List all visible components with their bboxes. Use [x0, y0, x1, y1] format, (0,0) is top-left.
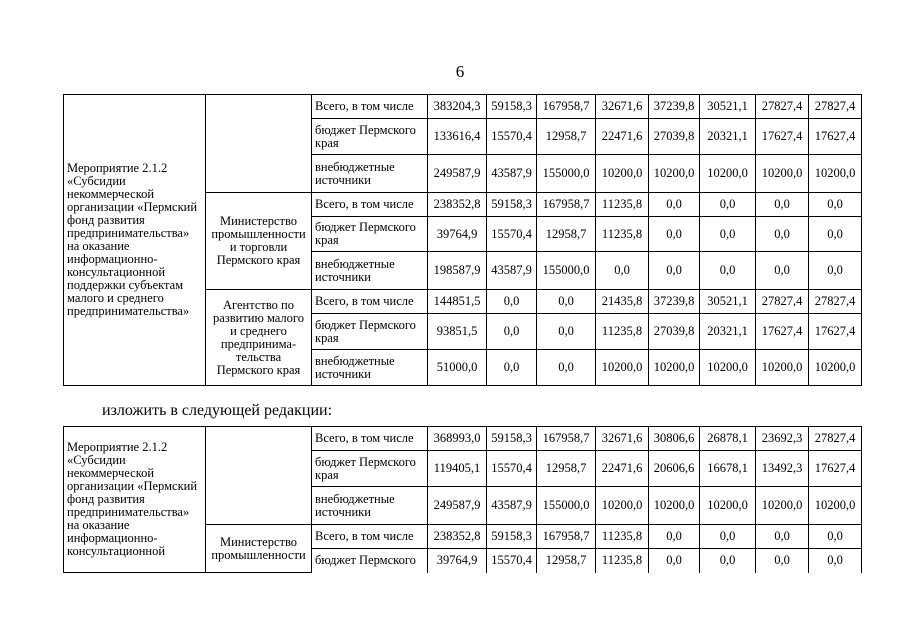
- old-funding-table: [63, 94, 862, 386]
- value-cell: 27039,8: [649, 119, 700, 155]
- value-cell: 0,0: [487, 290, 537, 314]
- value-cell: 20321,1: [700, 314, 756, 350]
- value-cell: 0,0: [756, 549, 809, 573]
- funding-type-cell: внебюджетные источники: [312, 350, 428, 386]
- value-cell: 10200,0: [649, 155, 700, 193]
- funding-type-cell: Всего, в том числе: [312, 427, 428, 451]
- value-cell: 0,0: [487, 314, 537, 350]
- value-cell: 10200,0: [700, 155, 756, 193]
- value-cell: 0,0: [809, 252, 862, 290]
- value-cell: 155000,0: [537, 487, 596, 525]
- value-cell: 43587,9: [487, 155, 537, 193]
- value-cell: 39764,9: [428, 549, 487, 573]
- value-cell: 144851,5: [428, 290, 487, 314]
- organization-cell: Министерство промышленности: [206, 525, 312, 573]
- value-cell: 22471,6: [596, 451, 649, 487]
- value-cell: 0,0: [700, 252, 756, 290]
- value-cell: 0,0: [756, 525, 809, 549]
- value-cell: 10200,0: [700, 350, 756, 386]
- funding-type-cell: бюджет Пермского края: [312, 217, 428, 252]
- value-cell: 20321,1: [700, 119, 756, 155]
- redaction-note: изложить в следующей редакции:: [102, 402, 333, 419]
- value-cell: 11235,8: [596, 314, 649, 350]
- value-cell: 13492,3: [756, 451, 809, 487]
- value-cell: 30521,1: [700, 290, 756, 314]
- funding-type-cell: внебюджетные источники: [312, 252, 428, 290]
- value-cell: 27827,4: [756, 290, 809, 314]
- value-cell: 167958,7: [537, 95, 596, 119]
- new-table-body: [64, 427, 862, 573]
- table-row: [64, 95, 862, 119]
- funding-type-cell: бюджет Пермского края: [312, 314, 428, 350]
- funding-type-cell: Всего, в том числе: [312, 290, 428, 314]
- value-cell: 26878,1: [700, 427, 756, 451]
- value-cell: 155000,0: [537, 252, 596, 290]
- value-cell: 17627,4: [809, 119, 862, 155]
- value-cell: 30521,1: [700, 95, 756, 119]
- value-cell: 0,0: [700, 549, 756, 573]
- value-cell: 10200,0: [809, 350, 862, 386]
- value-cell: 12958,7: [537, 549, 596, 573]
- value-cell: 10200,0: [649, 350, 700, 386]
- value-cell: 23692,3: [756, 427, 809, 451]
- value-cell: 37239,8: [649, 95, 700, 119]
- value-cell: 0,0: [537, 350, 596, 386]
- value-cell: 167958,7: [537, 525, 596, 549]
- value-cell: 10200,0: [700, 487, 756, 525]
- value-cell: 383204,3: [428, 95, 487, 119]
- value-cell: 0,0: [809, 217, 862, 252]
- value-cell: 16678,1: [700, 451, 756, 487]
- value-cell: 27827,4: [809, 290, 862, 314]
- value-cell: 17627,4: [756, 314, 809, 350]
- value-cell: 167958,7: [537, 427, 596, 451]
- value-cell: 93851,5: [428, 314, 487, 350]
- organization-cell: [206, 95, 312, 193]
- value-cell: 15570,4: [487, 119, 537, 155]
- value-cell: 0,0: [649, 193, 700, 217]
- activity-cell: Мероприятие 2.1.2 «Субсидии некоммерческой организации «Пермский фонд развития предпринимательства» на оказание информационно-консультационной поддержки субъектам малого и среднего предпринимательства»: [64, 95, 206, 386]
- value-cell: 249587,9: [428, 155, 487, 193]
- value-cell: 59158,3: [487, 525, 537, 549]
- value-cell: 59158,3: [487, 427, 537, 451]
- value-cell: 0,0: [756, 252, 809, 290]
- funding-type-cell: Всего, в том числе: [312, 95, 428, 119]
- value-cell: 27827,4: [809, 95, 862, 119]
- value-cell: 238352,8: [428, 525, 487, 549]
- value-cell: 20606,6: [649, 451, 700, 487]
- value-cell: 119405,1: [428, 451, 487, 487]
- funding-type-cell: бюджет Пермского края: [312, 451, 428, 487]
- value-cell: 10200,0: [809, 487, 862, 525]
- value-cell: 10200,0: [596, 155, 649, 193]
- value-cell: 15570,4: [487, 549, 537, 573]
- value-cell: 0,0: [649, 252, 700, 290]
- value-cell: 11235,8: [596, 525, 649, 549]
- value-cell: 133616,4: [428, 119, 487, 155]
- value-cell: 0,0: [649, 217, 700, 252]
- value-cell: 10200,0: [809, 155, 862, 193]
- value-cell: 17627,4: [809, 451, 862, 487]
- value-cell: 198587,9: [428, 252, 487, 290]
- value-cell: 0,0: [756, 193, 809, 217]
- value-cell: 37239,8: [649, 290, 700, 314]
- activity-cell: Мероприятие 2.1.2 «Субсидии некоммерческой организации «Пермский фонд развития предпринимательства» на оказание информационно-консультационной: [64, 427, 206, 573]
- value-cell: 167958,7: [537, 193, 596, 217]
- page-number: 6: [455, 62, 465, 81]
- value-cell: 12958,7: [537, 217, 596, 252]
- value-cell: 39764,9: [428, 217, 487, 252]
- value-cell: 11235,8: [596, 549, 649, 573]
- value-cell: 238352,8: [428, 193, 487, 217]
- value-cell: 59158,3: [487, 193, 537, 217]
- value-cell: 368993,0: [428, 427, 487, 451]
- value-cell: 22471,6: [596, 119, 649, 155]
- value-cell: 0,0: [700, 193, 756, 217]
- value-cell: 10200,0: [756, 155, 809, 193]
- value-cell: 0,0: [537, 290, 596, 314]
- value-cell: 249587,9: [428, 487, 487, 525]
- value-cell: 10200,0: [596, 350, 649, 386]
- value-cell: 10200,0: [649, 487, 700, 525]
- value-cell: 0,0: [596, 252, 649, 290]
- organization-cell: Агентство по развитию малого и среднего предпринима-тельства Пермского края: [206, 290, 312, 386]
- value-cell: 17627,4: [809, 314, 862, 350]
- value-cell: 10200,0: [756, 487, 809, 525]
- value-cell: 21435,8: [596, 290, 649, 314]
- funding-type-cell: Всего, в том числе: [312, 525, 428, 549]
- value-cell: 0,0: [700, 525, 756, 549]
- value-cell: 10200,0: [596, 487, 649, 525]
- value-cell: 0,0: [756, 217, 809, 252]
- value-cell: 15570,4: [487, 217, 537, 252]
- value-cell: 12958,7: [537, 451, 596, 487]
- funding-type-cell: бюджет Пермского края: [312, 119, 428, 155]
- value-cell: 155000,0: [537, 155, 596, 193]
- value-cell: 59158,3: [487, 95, 537, 119]
- value-cell: 0,0: [700, 217, 756, 252]
- value-cell: 27827,4: [756, 95, 809, 119]
- value-cell: 43587,9: [487, 487, 537, 525]
- value-cell: 0,0: [487, 350, 537, 386]
- old-table-body: [64, 95, 862, 386]
- value-cell: 30806,6: [649, 427, 700, 451]
- value-cell: 15570,4: [487, 451, 537, 487]
- funding-type-cell: бюджет Пермского: [312, 549, 428, 573]
- value-cell: 0,0: [649, 549, 700, 573]
- value-cell: 0,0: [809, 549, 862, 573]
- value-cell: 0,0: [649, 525, 700, 549]
- value-cell: 27039,8: [649, 314, 700, 350]
- value-cell: 51000,0: [428, 350, 487, 386]
- funding-type-cell: внебюджетные источники: [312, 487, 428, 525]
- value-cell: 0,0: [537, 314, 596, 350]
- organization-cell: [206, 427, 312, 525]
- value-cell: 27827,4: [809, 427, 862, 451]
- value-cell: 0,0: [809, 525, 862, 549]
- organization-cell: Министерство промышленности и торговли Пермского края: [206, 193, 312, 290]
- value-cell: 12958,7: [537, 119, 596, 155]
- value-cell: 43587,9: [487, 252, 537, 290]
- table-row: [64, 427, 862, 451]
- value-cell: 0,0: [809, 193, 862, 217]
- value-cell: 11235,8: [596, 193, 649, 217]
- value-cell: 10200,0: [756, 350, 809, 386]
- funding-type-cell: внебюджетные источники: [312, 155, 428, 193]
- value-cell: 32671,6: [596, 427, 649, 451]
- value-cell: 32671,6: [596, 95, 649, 119]
- new-funding-table: [63, 426, 862, 573]
- funding-type-cell: Всего, в том числе: [312, 193, 428, 217]
- value-cell: 11235,8: [596, 217, 649, 252]
- value-cell: 17627,4: [756, 119, 809, 155]
